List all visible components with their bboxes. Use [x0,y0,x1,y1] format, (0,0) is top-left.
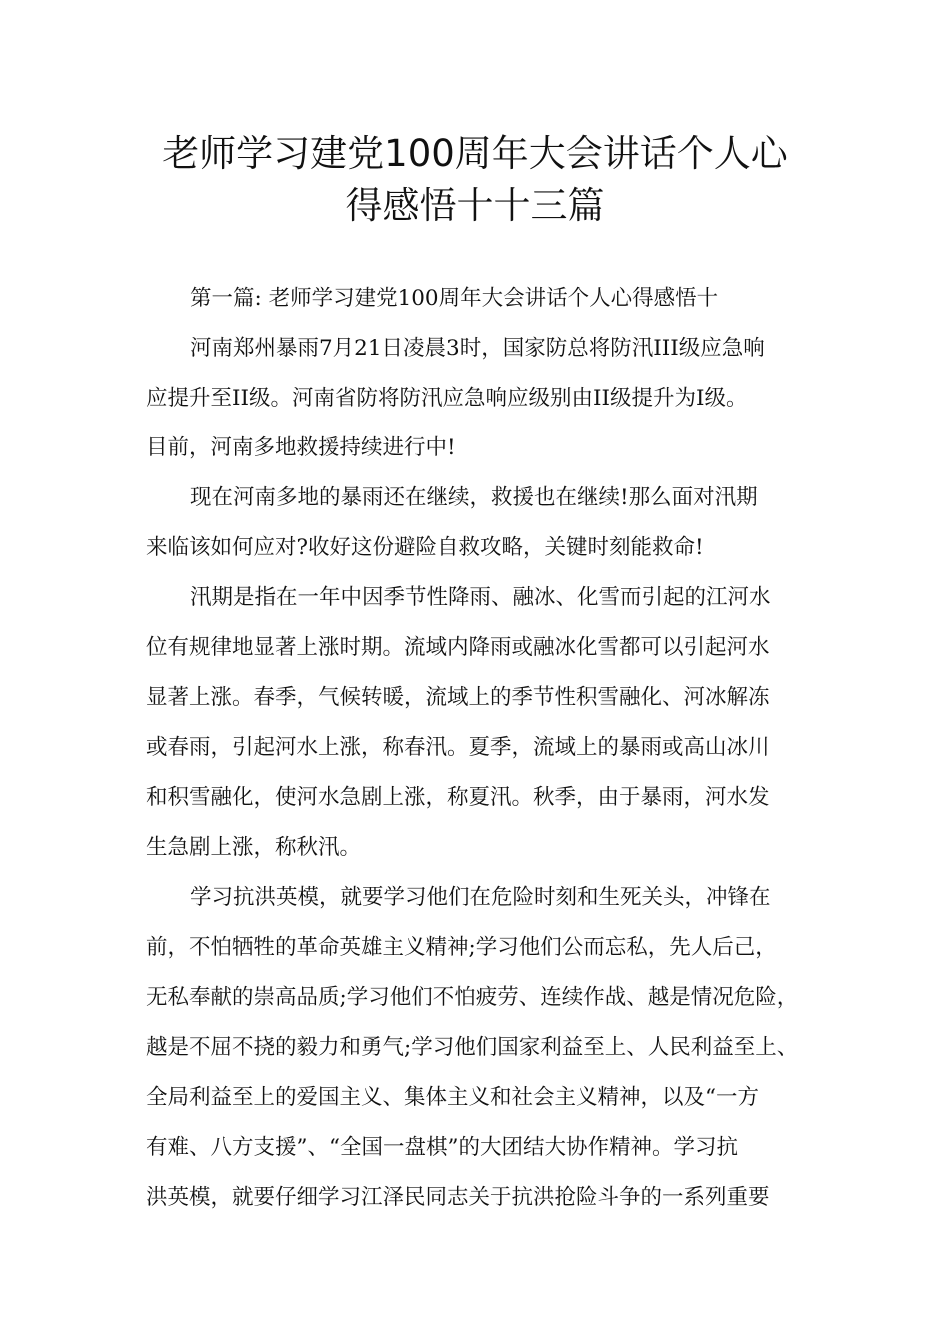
document-title-line-2: 得感悟十十三篇 [345,184,605,227]
text-line: 有难、八方支援”、“全国一盘棋”的大团结大协作精神。学习抗 [146,1135,738,1160]
text-line: 目前，河南多地救援持续进行中! [146,435,456,460]
text-line: 学习抗洪英模，就要学习他们在危险时刻和生死关头，冲锋在 [190,885,771,910]
text-line: 越是不屈不挠的毅力和勇气;学习他们国家利益至上、人民利益至上、 [146,1035,799,1060]
text-line: 和积雪融化，使河水急剧上涨，称夏汛。秋季，由于暴雨，河水发 [146,785,770,810]
text-line: 位有规律地显著上涨时期。流域内降雨或融冰化雪都可以引起河水 [146,635,770,660]
text-line: 全局利益至上的爱国主义、集体主义和社会主义精神，以及“一方 [146,1085,759,1110]
document-title-line-1: 老师学习建党100周年大会讲话个人心 [162,132,788,175]
text-line: 来临该如何应对?收好这份避险自救攻略，关键时刻能救命! [146,535,704,560]
text-line: 第一篇: 老师学习建党100周年大会讲话个人心得感悟十 [190,286,719,311]
text-line: 现在河南多地的暴雨还在继续，救援也在继续!那么面对汛期 [190,485,758,510]
text-line: 生急剧上涨，称秋汛。 [146,835,362,860]
text-line: 应提升至II级。河南省防将防汛应急响应级别由II级提升为I级。 [146,386,748,411]
text-line: 洪英模，就要仔细学习江泽民同志关于抗洪抢险斗争的一系列重要 [146,1185,770,1210]
text-line: 无私奉献的崇高品质;学习他们不怕疲劳、连续作战、越是情况危险， [146,985,799,1010]
text-line: 河南郑州暴雨7月21日凌晨3时，国家防总将防汛III级应急响 [190,336,765,361]
text-line: 前，不怕牺牲的革命英雄主义精神;学习他们公而忘私，先人后己， [146,935,777,960]
text-line: 显著上涨。春季，气候转暖，流域上的季节性积雪融化、河冰解冻 [146,685,770,710]
text-line: 或春雨，引起河水上涨，称春汛。夏季，流域上的暴雨或高山冰川 [146,735,770,760]
text-line: 汛期是指在一年中因季节性降雨、融冰、化雪而引起的江河水 [190,585,771,610]
